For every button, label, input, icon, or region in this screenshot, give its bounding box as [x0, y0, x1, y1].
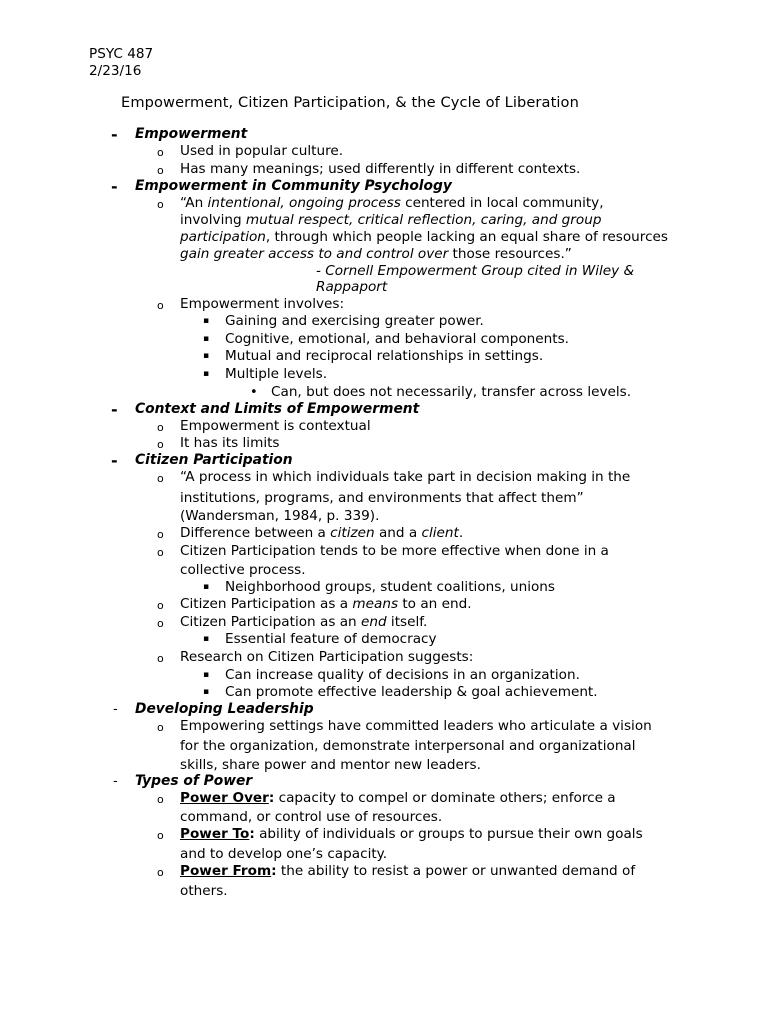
list-item: It has its limits — [180, 435, 280, 451]
list-item: Can increase quality of decisions in an organization. — [225, 667, 580, 683]
quote-line: participation, through which people lacking an equal share of resources — [180, 229, 669, 245]
circle-bullet: o — [157, 528, 164, 541]
list-item: Used in popular culture. — [180, 143, 344, 159]
circle-bullet: o — [157, 299, 164, 312]
square-bullet: ▪ — [203, 670, 210, 680]
quote-citation: Rappaport — [316, 279, 388, 295]
dash-bullet: - — [111, 177, 118, 196]
circle-bullet: o — [157, 438, 164, 451]
list-item: Can, but does not necessarily, transfer across levels. — [271, 384, 632, 400]
course-code: PSYC 487 — [89, 46, 154, 62]
dot-bullet: • — [250, 385, 258, 400]
circle-bullet: o — [157, 652, 164, 665]
definition-line: institutions, programs, and environments that affect them” — [180, 490, 584, 506]
list-item: Citizen Participation as a means to an end. — [180, 596, 472, 612]
definition-line: (Wandersman, 1984, p. 339). — [180, 508, 380, 524]
list-item-continued: others. — [180, 883, 228, 899]
list-item-continued: command, or control use of resources. — [180, 809, 443, 825]
square-bullet: ▪ — [203, 334, 210, 344]
square-bullet: ▪ — [203, 316, 210, 326]
quote-line: “An intentional, ongoing process centered in local community, — [180, 195, 604, 211]
circle-bullet: o — [157, 546, 164, 559]
circle-bullet: o — [157, 198, 164, 211]
circle-bullet: o — [157, 146, 164, 159]
quote-citation: - Cornell Empowerment Group cited in Wiley & — [316, 263, 635, 279]
section-heading-empowerment: Empowerment — [135, 126, 248, 142]
circle-bullet: o — [157, 421, 164, 434]
list-item-continued: collective process. — [180, 562, 306, 578]
power-to-definition: Power To: ability of individuals or groups to pursue their own goals — [180, 826, 643, 842]
section-heading-context-limits: Context and Limits of Empowerment — [135, 401, 420, 417]
circle-bullet: o — [157, 721, 164, 734]
list-item: Research on Citizen Participation suggests: — [180, 649, 474, 665]
circle-bullet: o — [157, 164, 164, 177]
document-title: Empowerment, Citizen Participation, & the Cycle of Liberation — [121, 94, 579, 111]
circle-bullet: o — [157, 866, 164, 879]
circle-bullet: o — [157, 599, 164, 612]
square-bullet: ▪ — [203, 351, 210, 361]
list-item: Can promote effective leadership & goal achievement. — [225, 684, 598, 700]
section-heading-developing-leadership: Developing Leadership — [135, 701, 314, 717]
list-item-continued: and to develop one’s capacity. — [180, 846, 388, 862]
list-item: Gaining and exercising greater power. — [225, 313, 484, 329]
list-item: Neighborhood groups, student coalitions, unions — [225, 579, 555, 595]
dash-bullet: - — [111, 400, 118, 419]
list-item: Empowerment is contextual — [180, 418, 371, 434]
section-heading-types-of-power: Types of Power — [135, 773, 253, 789]
list-item: Empowerment involves: — [180, 296, 345, 312]
list-item: Difference between a citizen and a client. — [180, 525, 464, 541]
section-heading-community-psychology: Empowerment in Community Psychology — [135, 178, 452, 194]
quote-line: gain greater access to and control over those resources.” — [180, 246, 572, 262]
definition-line: “A process in which individuals take part in decision making in the — [180, 469, 631, 485]
circle-bullet: o — [157, 829, 164, 842]
list-item-continued: skills, share power and mentor new leaders. — [180, 757, 481, 773]
square-bullet: ▪ — [203, 369, 210, 379]
dash-bullet: - — [111, 451, 118, 470]
dash-bullet: - — [111, 125, 118, 144]
list-item-continued: for the organization, demonstrate interpersonal and organizational — [180, 738, 636, 754]
square-bullet: ▪ — [203, 687, 210, 697]
list-item: Empowering settings have committed leaders who articulate a vision — [180, 718, 652, 734]
square-bullet: ▪ — [203, 634, 210, 644]
list-item: Has many meanings; used differently in different contexts. — [180, 161, 581, 177]
square-bullet: ▪ — [203, 582, 210, 592]
list-item: Cognitive, emotional, and behavioral components. — [225, 331, 569, 347]
circle-bullet: o — [157, 472, 164, 485]
power-from-definition: Power From: the ability to resist a power or unwanted demand of — [180, 863, 636, 879]
dash-bullet: - — [113, 774, 118, 789]
list-item: Citizen Participation as an end itself. — [180, 614, 428, 630]
list-item: Mutual and reciprocal relationships in settings. — [225, 348, 544, 364]
date: 2/23/16 — [89, 63, 142, 79]
circle-bullet: o — [157, 793, 164, 806]
quote-line: involving mutual respect, critical reflection, caring, and group — [180, 212, 602, 228]
power-over-definition: Power Over: capacity to compel or dominate others; enforce a — [180, 790, 616, 806]
dash-bullet: - — [113, 702, 118, 717]
section-heading-citizen-participation: Citizen Participation — [135, 452, 293, 468]
circle-bullet: o — [157, 617, 164, 630]
list-item: Citizen Participation tends to be more effective when done in a — [180, 543, 609, 559]
list-item: Multiple levels. — [225, 366, 328, 382]
list-item: Essential feature of democracy — [225, 631, 437, 647]
